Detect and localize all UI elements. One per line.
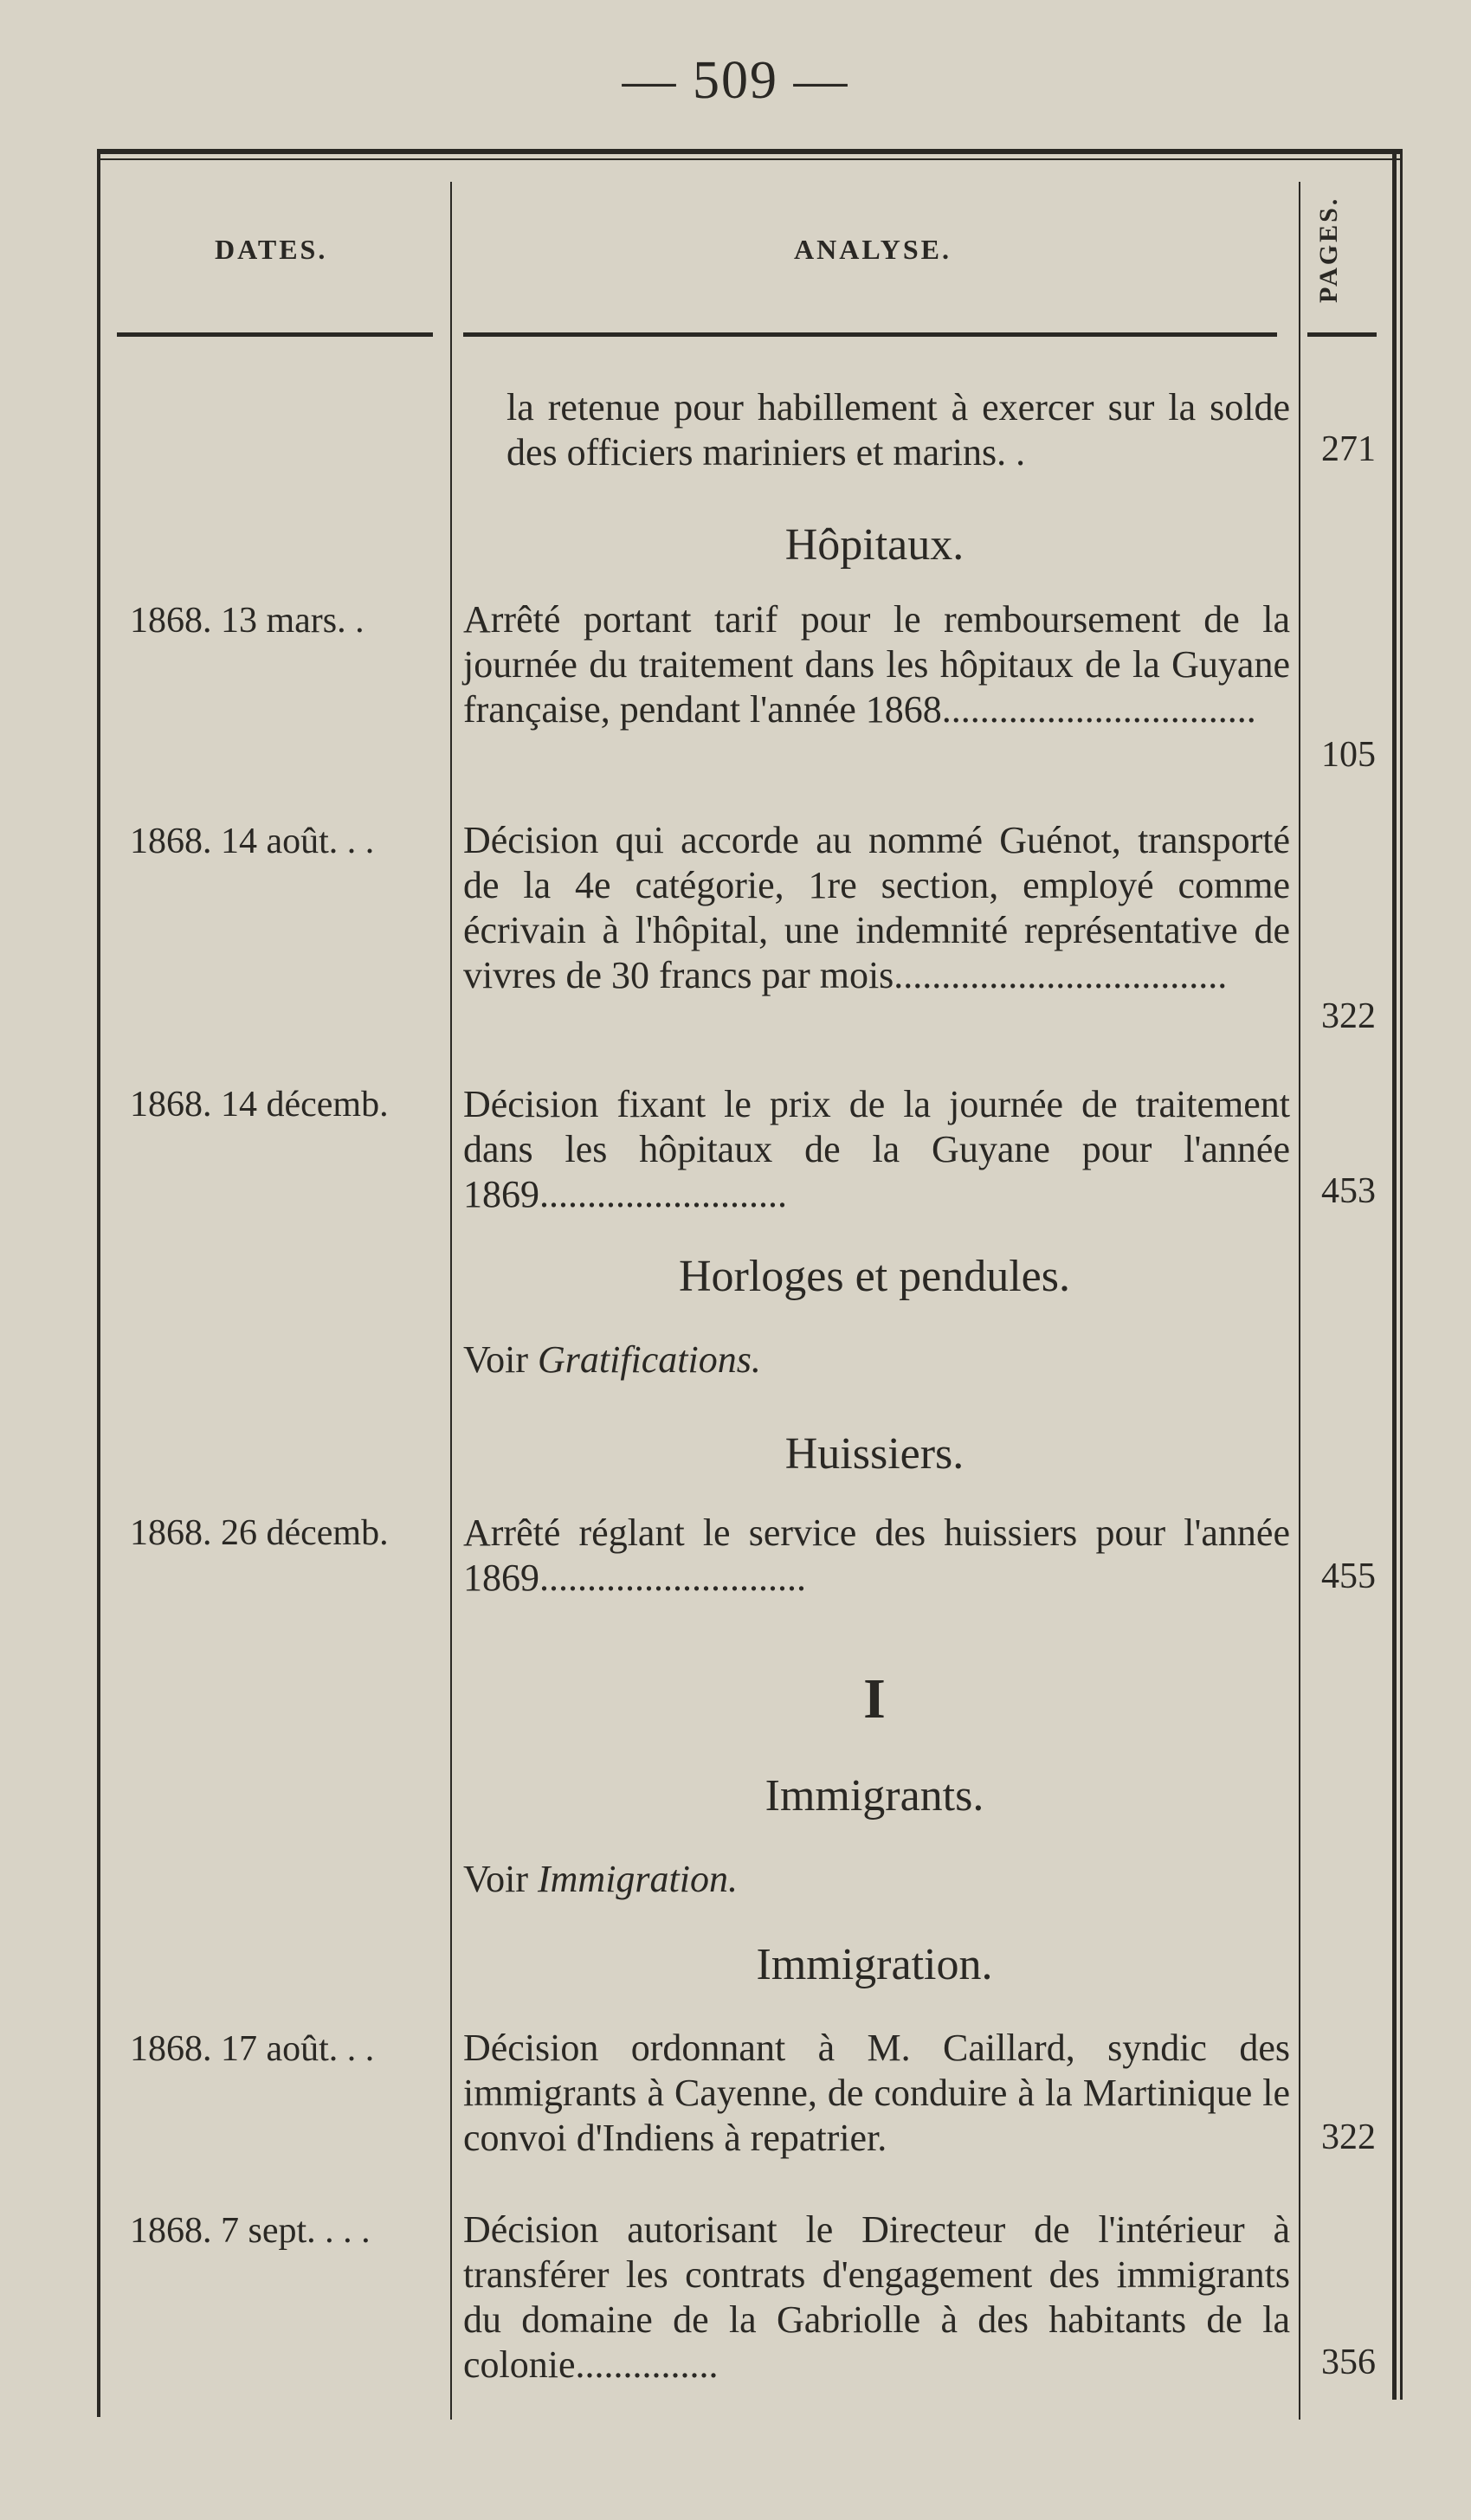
table-frame-top-inner [97, 158, 1403, 160]
table-frame-right-outer [1400, 149, 1403, 2400]
entry-date: 1868. 14 août. . . [130, 822, 375, 861]
section-heading-hopitaux: Hôpitaux. [784, 520, 965, 570]
entry-text: Décision ordonnant à M. Caillard, syndic des immigrants à Cayenne, de conduire à la Martinique le convoi d'Indiens à repatrier. [463, 2027, 1290, 2159]
entry-date: 1868. 17 août. . . [130, 2029, 375, 2069]
entry-text: Décision autorisant le Directeur de l'intérieur à transférer les contrats d'engagement des immigrants du domaine de la Gabriolle à des habitants de la colonie............... [463, 2208, 1290, 2386]
header-rule-dates [117, 332, 433, 337]
entry-page: 453 [1321, 1171, 1376, 1211]
table-frame-right [1392, 149, 1397, 2400]
table-frame-left [97, 149, 100, 2417]
entry-page: 322 [1321, 996, 1376, 1036]
column-divider-pages [1299, 182, 1300, 2420]
continuation-page: 271 [1321, 429, 1376, 469]
section-heading-horloges: Horloges et pendules. [678, 1252, 1070, 1301]
header-pages: PAGES. [1314, 196, 1343, 303]
section-heading-immigration: Immigration. [756, 1940, 993, 1989]
table-frame-top [97, 149, 1403, 154]
page-number: — 509 — [622, 51, 849, 110]
section-heading-huissiers: Huissiers. [784, 1429, 965, 1479]
header-rule-analyse [463, 332, 1277, 337]
entry-page: 105 [1321, 735, 1376, 775]
voir-immigrants [463, 1857, 738, 1901]
entry-page: 322 [1321, 2117, 1376, 2157]
letter-heading: I [863, 1667, 886, 1730]
voir-horloges [463, 1337, 761, 1382]
entry-date: 1868. 7 sept. . . . [130, 2211, 371, 2251]
voir-reference: Immigration. [537, 1858, 738, 1900]
entry-date: 1868. 14 décemb. [130, 1085, 389, 1125]
section-heading-immigrants: Immigrants. [765, 1771, 984, 1821]
entry-date: 1868. 26 décemb. [130, 1513, 389, 1553]
voir-label: Voir [463, 1858, 528, 1900]
entry-date: 1868. 13 mars. . [130, 601, 365, 641]
entry-text: Décision fixant le prix de la journée de traitement dans les hôpitaux de la Guyane pour l'année 1869.......................... [463, 1083, 1290, 1215]
entry-text: Arrêté réglant le service des huissiers pour l'année 1869............................ [463, 1511, 1290, 1599]
header-analyse: ANALYSE. [794, 234, 952, 265]
header-dates: DATES. [215, 234, 328, 265]
continuation-text [463, 385, 1290, 475]
voir-label: Voir [463, 1338, 528, 1381]
voir-reference: Gratifications. [537, 1338, 761, 1381]
entry-text: Arrêté portant tarif pour le remboursement de la journée du traitement dans les hôpitaux de la Guyane française, pendant l'année 1868................................. [463, 598, 1290, 731]
entry-text: Décision qui accorde au nommé Guénot, transporté de la 4e catégorie, 1re section, employé comme écrivain à l'hôpital, une indemnité représentative de vivres de 30 francs par mois................................... [463, 819, 1290, 996]
continuation-body: la retenue pour habillement à exercer sur la solde des officiers mariniers et marins. . [506, 386, 1290, 474]
header-rule-pages [1307, 332, 1377, 337]
entry-page: 455 [1321, 1556, 1376, 1596]
entry-page: 356 [1321, 2343, 1376, 2382]
